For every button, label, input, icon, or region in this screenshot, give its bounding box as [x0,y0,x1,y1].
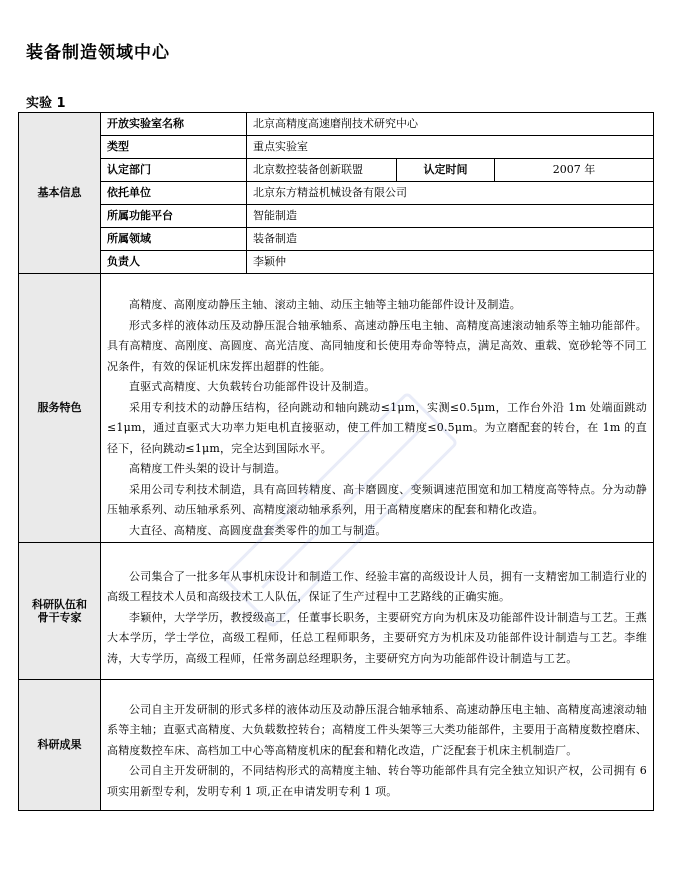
label-field: 所属领域 [101,228,247,251]
section-basic-info: 基本信息 [19,113,101,274]
page-title: 装备制造领域中心 [26,43,170,63]
section-team-line2: 骨干专家 [37,611,82,624]
value-leader: 李颖仲 [247,251,654,274]
team-paragraph: 李颖仲，大学学历，教授级高工，任董事长职务，主要研究方向为机床及功能部件设计制造与工艺。王燕大本学历，学士学位，高级工程师，任总工程师职务，主要研究方为机床及功能部件设计制造与工艺。李维涛，大专学历，高级工程师，任常务副总经理职务，主要研究方向为功能部件设计制造与工艺。 [107,610,647,665]
team-content [101,543,654,680]
service-paragraph: 高精度、高刚度动静压主轴、滚动主轴、动压主轴等主轴功能部件设计及制造。 [129,298,521,311]
label-platform: 所属功能平台 [101,205,247,228]
section-results: 科研成果 [19,680,101,811]
row-team [19,543,654,680]
service-paragraph: 形式多样的液体动压及动静压混合轴承轴系、高速动静压电主轴、高精度高速滚动轴系等主轴功能部件。具有高精度、高刚度、高圆度、高光洁度、高同轴度和长使用寿命等特点，满足高效、重载、宽砂轮等不同工况条件，有效的保证机床发挥出超群的性能。 [107,318,647,373]
experiment-label: 实验 1 [26,96,66,111]
service-content [101,274,654,543]
results-content [101,680,654,811]
label-date: 认定时间 [397,159,495,182]
row-service [19,274,654,543]
label-type: 类型 [101,136,247,159]
service-paragraph: 高精度工件头架的设计与制造。 [129,462,286,475]
value-unit: 北京东方精益机械设备有限公司 [247,182,654,205]
section-team-line1: 科研队伍和 [32,597,87,611]
info-row-platform [19,205,654,228]
info-row-field [19,228,654,251]
team-paragraph: 公司集合了一批多年从事机床设计和制造工作、经验丰富的高级设计人员，拥有一支精密加工制造行业的高级工程技术人员和高级技术工人队伍，保证了生产过程中工艺路线的正确实施。 [107,569,647,604]
service-paragraph: 采用专利技术的动静压结构，径向跳动和轴向跳动≤1μm，实测≤0.5μm，工作台外沿 1m 处端面跳动≤1μm，通过直驱式大功率力矩电机直接驱动，使工件加工精度≤0.5μm。为立磨配套的转台，在 1m 的直径下，径向跳动≤1μm，完全达到国际水平。 [107,400,647,455]
value-field: 装备制造 [247,228,654,251]
value-lab-name: 北京高精度高速磨削技术研究中心 [247,113,654,136]
lab-info-table [18,112,654,811]
results-paragraph: 公司自主开发研制的，不同结构形式的高精度主轴、转台等功能部件具有完全独立知识产权，公司拥有 6 项实用新型专利，发明专利 1 项,正在申请发明专利 1 项。 [107,764,647,798]
info-row-unit [19,182,654,205]
section-service: 服务特色 [19,274,101,543]
info-row-type [19,136,654,159]
value-platform: 智能制造 [247,205,654,228]
label-lab-name: 开放实验室名称 [101,113,247,136]
value-dept: 北京数控装备创新联盟 [247,159,397,182]
label-dept: 认定部门 [101,159,247,182]
label-unit: 依托单位 [101,182,247,205]
info-row-dept [19,159,654,182]
value-type: 重点实验室 [247,136,654,159]
info-row-leader [19,251,654,274]
label-leader: 负责人 [101,251,247,274]
info-row-name [19,113,654,136]
value-date: 2007 年 [495,159,654,182]
results-paragraph: 公司自主开发研制的形式多样的液体动压及动静压混合轴承轴系、高速动静压电主轴、高精度高速滚动轴系等主轴；直驱式高精度、大负载数控转台；高精度工件头架等三大类功能部件，主要用于高精度数控磨床、高精度数控车床、高档加工中心等高精度机床的配套和精化改造，广泛配套于机床主机制造厂。 [107,702,647,757]
service-paragraph: 大直径、高精度、高圆度盘套类零件的加工与制造。 [129,523,387,537]
service-paragraph: 直驱式高精度、大负载转台功能部件设计及制造。 [129,380,376,393]
service-paragraph: 采用公司专利技术制造，具有高回转精度、高卡磨圆度、变频调速范围宽和加工精度高等特点。分为动静压轴承系列、动压轴承系列、高精度滚动轴承系列，用于高精度磨床的配套和精化改造。 [107,482,647,516]
row-results [19,680,654,811]
section-team [19,543,101,680]
